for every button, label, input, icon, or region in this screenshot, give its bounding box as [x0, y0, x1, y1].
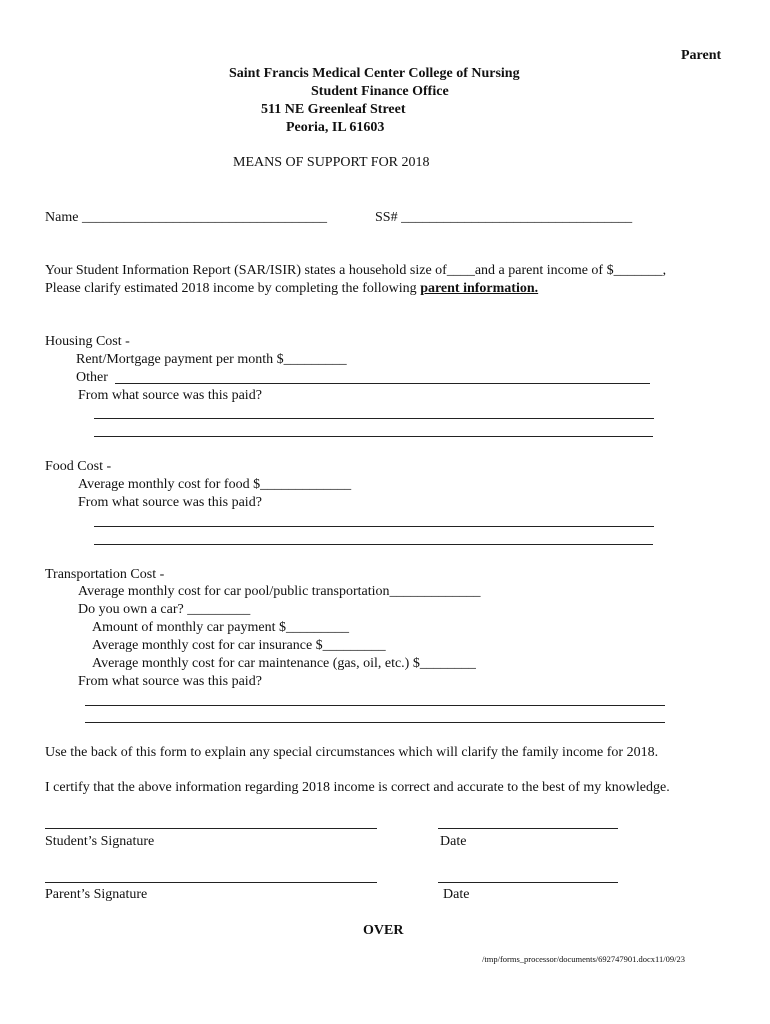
- rent-field[interactable]: Rent/Mortgage payment per month $_________: [76, 352, 347, 367]
- ss-blank[interactable]: _________________________________: [401, 210, 633, 225]
- ss-field[interactable]: [375, 210, 632, 226]
- transport-heading: Transportation Cost -: [45, 567, 165, 582]
- parent-date-label: Date: [443, 887, 470, 902]
- other-label: Other: [76, 370, 108, 385]
- parent-date-line[interactable]: [438, 882, 618, 883]
- name-field[interactable]: [45, 210, 327, 226]
- car-maintenance-field[interactable]: Average monthly cost for car maintenance (gas, oil, etc.) $________: [92, 656, 476, 671]
- food-source-line-1[interactable]: [94, 526, 654, 527]
- name-blank[interactable]: ___________________________________: [81, 210, 327, 225]
- transport-source-label: From what source was this paid?: [78, 674, 262, 689]
- over-label: OVER: [363, 923, 404, 938]
- car-payment-field[interactable]: Amount of monthly car payment $_________: [92, 620, 350, 635]
- food-source-label: From what source was this paid?: [78, 495, 262, 510]
- other-blank[interactable]: [115, 383, 650, 384]
- parent-signature-line[interactable]: [45, 882, 377, 883]
- city-address: Peoria, IL 61603: [286, 120, 385, 135]
- food-heading: Food Cost -: [45, 459, 112, 474]
- food-cost-field[interactable]: Average monthly cost for food $_____________: [78, 477, 352, 492]
- intro-line-2: Please clarify estimated 2018 income by completing the following parent information.: [45, 281, 539, 296]
- student-signature-line[interactable]: [45, 828, 377, 829]
- food-source-line-2[interactable]: [94, 544, 653, 545]
- ss-label: SS#: [375, 210, 398, 225]
- intro-line-1: Your Student Information Report (SAR/ISIR) states a household size of____and a parent income of $_______,: [45, 263, 667, 278]
- parent-information-emphasis: parent information.: [420, 281, 539, 296]
- transport-source-line-2[interactable]: [85, 722, 665, 723]
- housing-source-line-2[interactable]: [94, 436, 653, 437]
- corner-label: Parent: [681, 48, 722, 63]
- office-name: Student Finance Office: [311, 84, 449, 99]
- page-title: MEANS OF SUPPORT FOR 2018: [233, 155, 430, 170]
- name-label: Name: [45, 210, 79, 225]
- parent-signature-label: Parent’s Signature: [45, 887, 148, 902]
- own-car-field[interactable]: Do you own a car? _________: [78, 602, 251, 617]
- document-path: /tmp/forms_processor/documents/692747901.docx11/09/23: [482, 954, 685, 964]
- street-address: 511 NE Greenleaf Street: [261, 102, 406, 117]
- certification-statement: I certify that the above information regarding 2018 income is correct and accurate to the best of my knowledge.: [45, 780, 670, 795]
- housing-source-label: From what source was this paid?: [78, 388, 262, 403]
- carpool-field[interactable]: Average monthly cost for car pool/public transportation_____________: [78, 584, 481, 599]
- org-name: Saint Francis Medical Center College of Nursing: [229, 66, 520, 81]
- back-of-form-note: Use the back of this form to explain any special circumstances which will clarify the family income for 2018.: [45, 745, 659, 760]
- car-insurance-field[interactable]: Average monthly cost for car insurance $_________: [92, 638, 386, 653]
- student-signature-label: Student’s Signature: [45, 834, 155, 849]
- student-date-line[interactable]: [438, 828, 618, 829]
- housing-heading: Housing Cost -: [45, 334, 130, 349]
- student-date-label: Date: [440, 834, 467, 849]
- transport-source-line-1[interactable]: [85, 705, 665, 706]
- housing-source-line-1[interactable]: [94, 418, 654, 419]
